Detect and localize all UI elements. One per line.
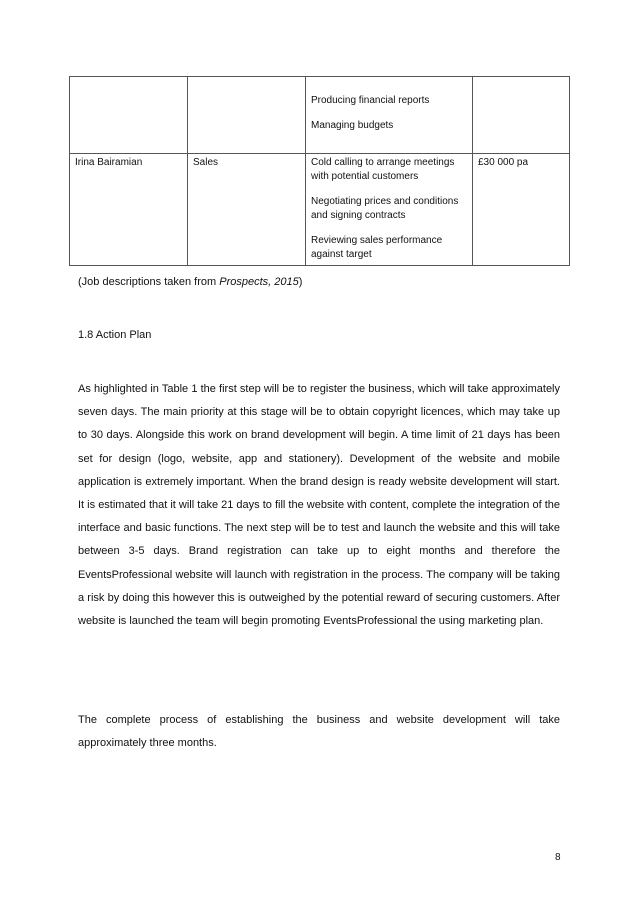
page-number: 8 [555,852,561,863]
task-item: Cold calling to arrange meetings with potential customers [311,157,455,182]
task-item: Negotiating prices and conditions and signing contracts [311,196,459,221]
section-heading: 1.8 Action Plan [78,329,152,341]
source-prefix: (Job descriptions taken from [78,276,220,288]
source-citation: Prospects, 2015 [219,276,299,288]
paragraph-timeline-summary: The complete process of establishing the business and website development will take approximately three months. [78,714,560,750]
task-item: Managing budgets [311,120,394,131]
table-row [70,154,570,266]
tasks-cell [306,77,473,154]
table-row [70,77,570,154]
paragraph-action-plan: As highlighted in Table 1 the first step will be to register the business, which will take approximately seven days. The main priority at this stage will be to obtain copyright licences, which may take up to 30 days. Alongside this work on brand development will begin. A time limit of 21 days has been set for design (logo, website, app and stationery). Development of the website and mobile application is extremely important. When the brand design is ready website development will start. It is estimated that it will take 21 days to fill the website with content, complete the integration of the interface and basic functions. The next step will be to test and launch the website and this will take between 3-5 days. Brand registration can take up to eight months and therefore the EventsProfessional website will launch with registration in the process. The company will be taking a risk by doing this however this is outweighed by the potential reward of securing customers. After website is launched the team will begin promoting EventsProfessional the using marketing plan. [78,383,560,628]
role-cell [188,77,306,154]
employee-name-cell: Irina Bairamian [70,154,188,266]
task-item: Reviewing sales performance against target [311,235,443,260]
task-item: Producing financial reports [311,95,430,106]
job-descriptions-table [69,76,570,266]
tasks-cell [306,154,473,266]
employee-name-cell [70,77,188,154]
role-cell: Sales [188,154,306,266]
source-note [78,276,302,288]
source-suffix: ) [298,276,303,288]
salary-cell: £30 000 pa [473,154,570,266]
salary-cell [473,77,570,154]
